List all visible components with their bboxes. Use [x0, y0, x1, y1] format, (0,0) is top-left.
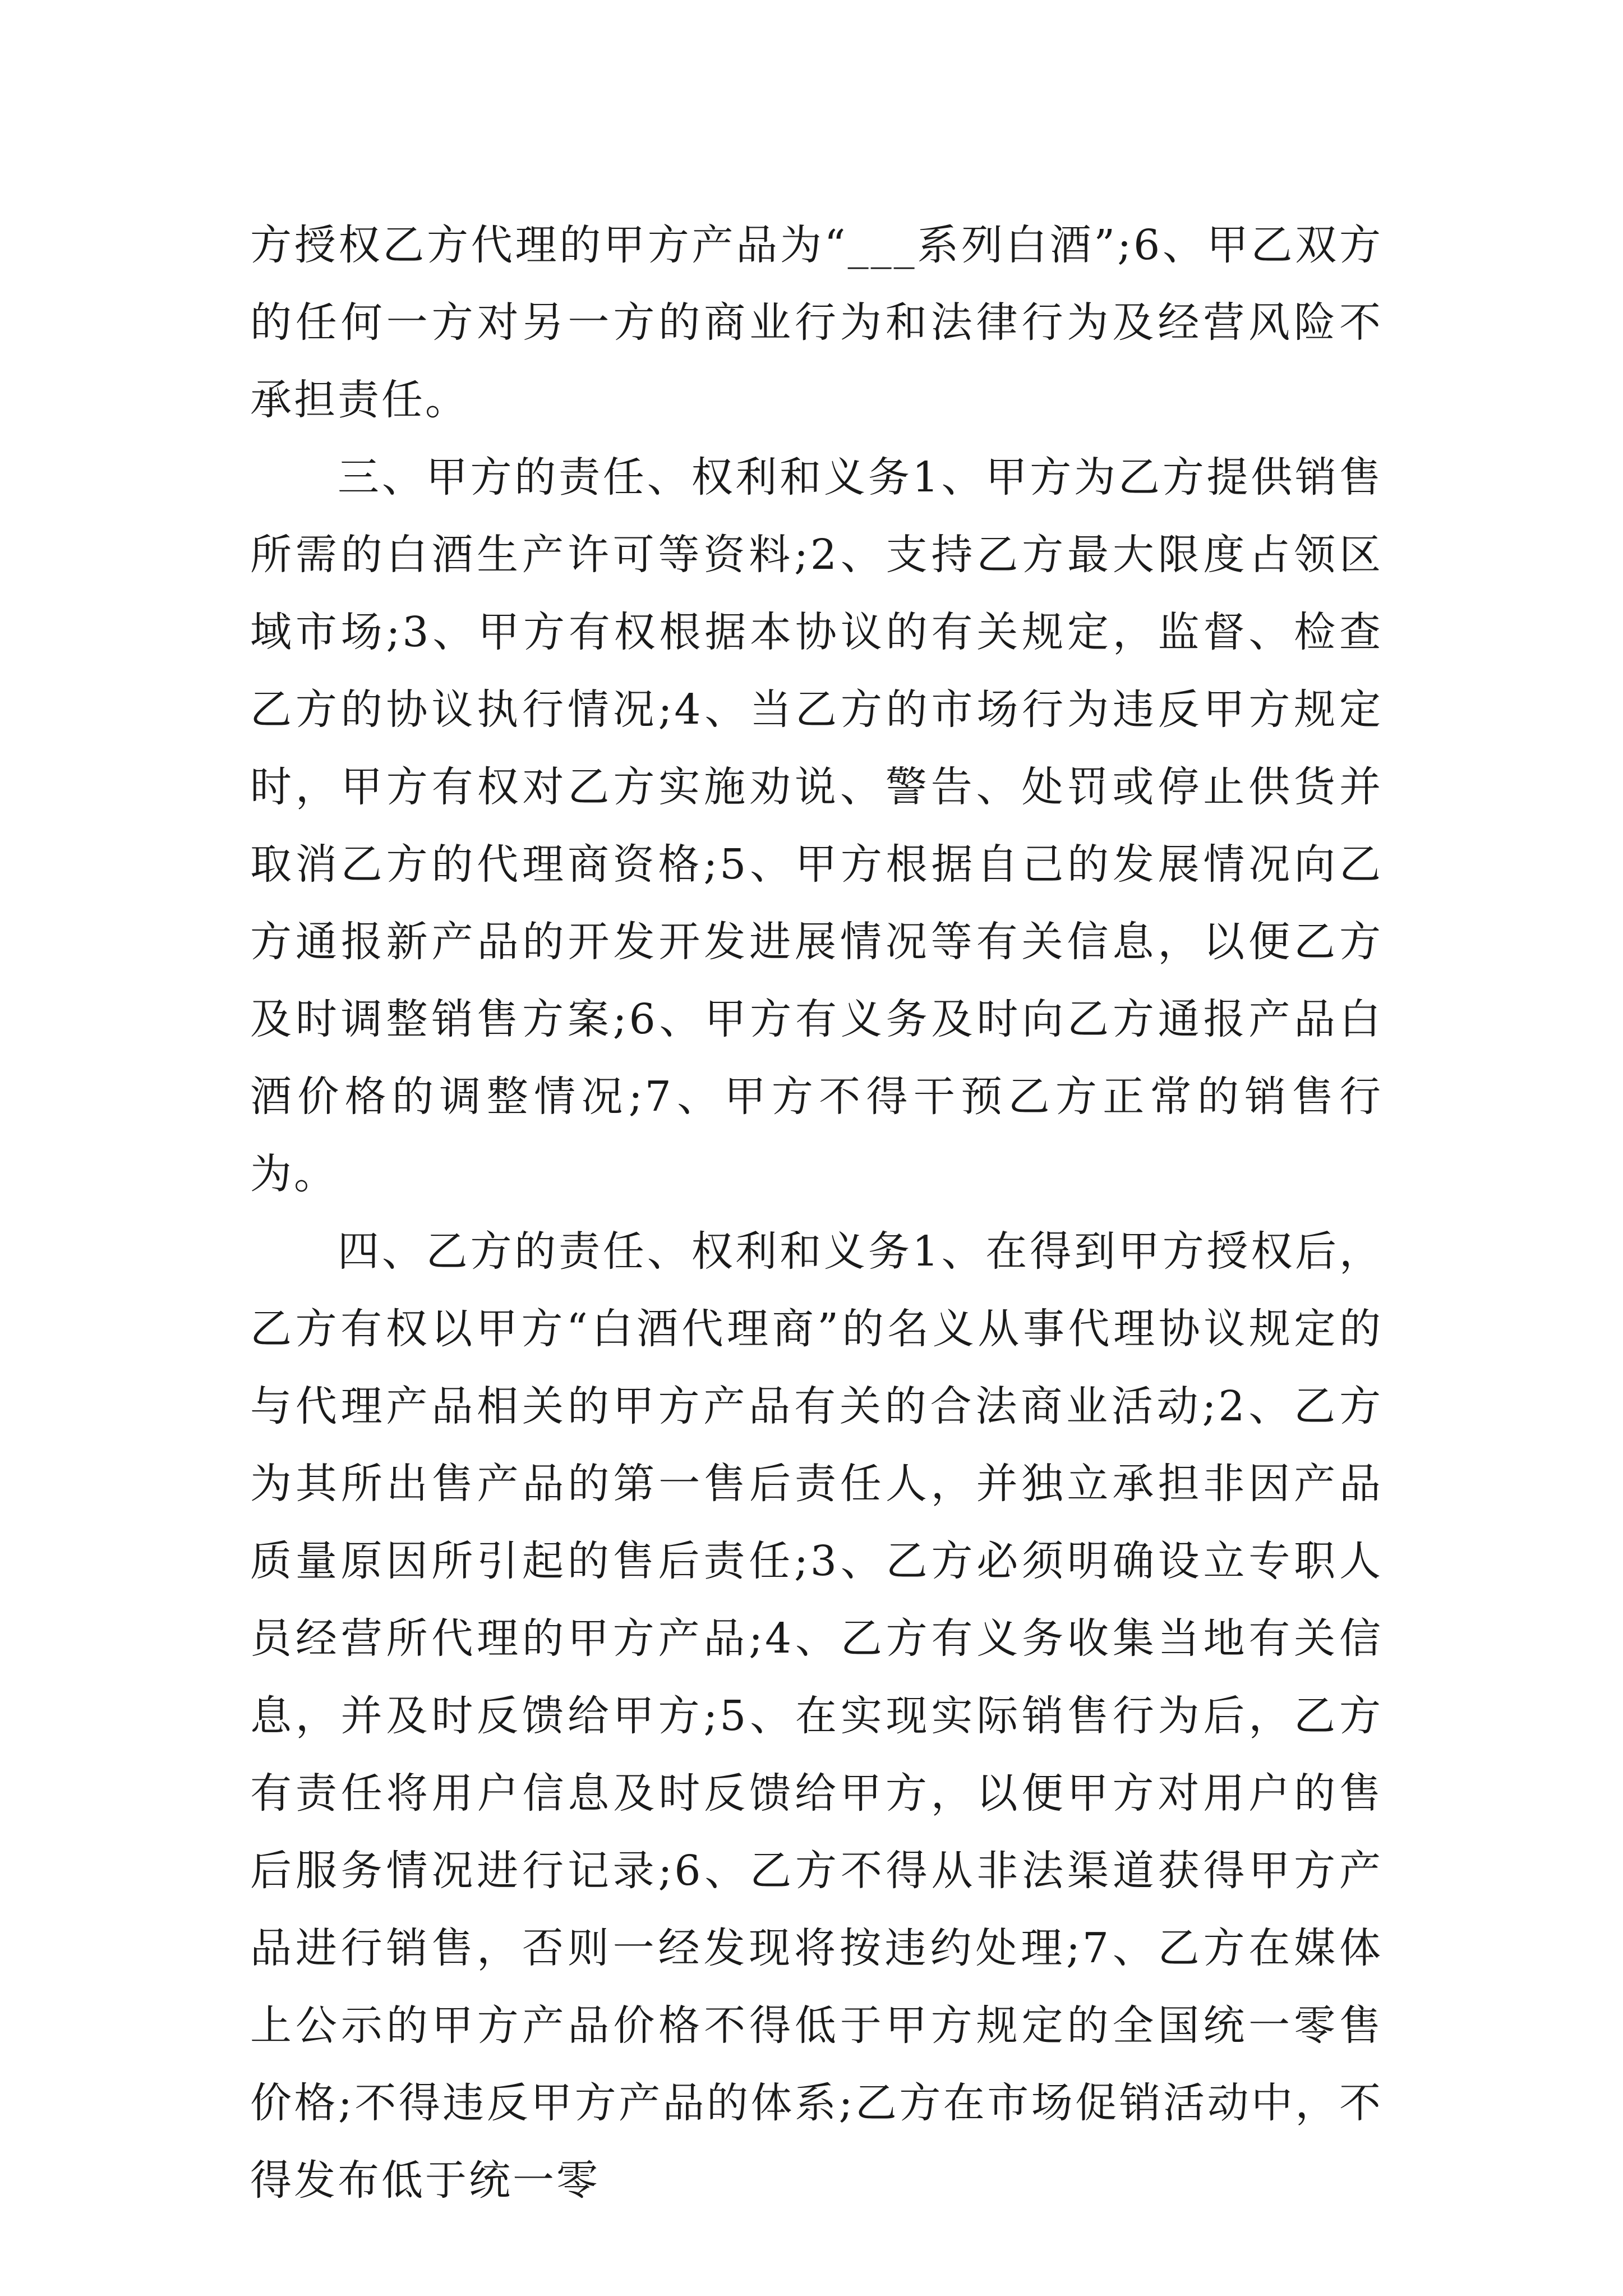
document-body — [250, 206, 1383, 2219]
paragraph-section-four: 四、乙方的责任、权利和义务1、在得到甲方授权后，乙方有权以甲方“白酒代理商”的名义从事代理协议规定的与代理产品相关的甲方产品有关的合法商业活动;2、乙方为其所出售产品的第一售后责任人，并独立承担非因产品质量原因所引起的售后责任;3、乙方必须明确设立专职人员经营所代理的甲方产品;4、乙方有义务收集当地有关信息，并及时反馈给甲方;5、在实现实际销售行为后，乙方有责任将用户信息及时反馈给甲方，以便甲方对用户的售后服务情况进行记录;6、乙方不得从非法渠道获得甲方产品进行销售，否则一经发现将按违约处理;7、乙方在媒体上公示的甲方产品价格不得低于甲方规定的全国统一零售价格;不得违反甲方产品的体系;乙方在市场促销活动中，不得发布低于统一零 — [250, 1227, 1383, 2205]
paragraph-section-three: 三、甲方的责任、权利和义务1、甲方为乙方提供销售所需的白酒生产许可等资料;2、支持乙方最大限度占领区域市场;3、甲方有权根据本协议的有关规定，监督、检查乙方的协议执行情况;4、当乙方的市场行为违反甲方规定时，甲方有权对乙方实施劝说、警告、处罚或停止供货并取消乙方的代理商资格;5、甲方根据自己的发展情况向乙方通报新产品的开发开发进展情况等有关信息，以便乙方及时调整销售方案;6、甲方有义务及时向乙方通报产品白酒价格的调整情况;7、甲方不得干预乙方正常的销售行为。 — [250, 453, 1383, 1198]
paragraph-continuation: 方授权乙方代理的甲方产品为“___系列白酒”;6、甲乙双方的任何一方对另一方的商业行为和法律行为及经营风险不承担责任。 — [250, 221, 1383, 424]
